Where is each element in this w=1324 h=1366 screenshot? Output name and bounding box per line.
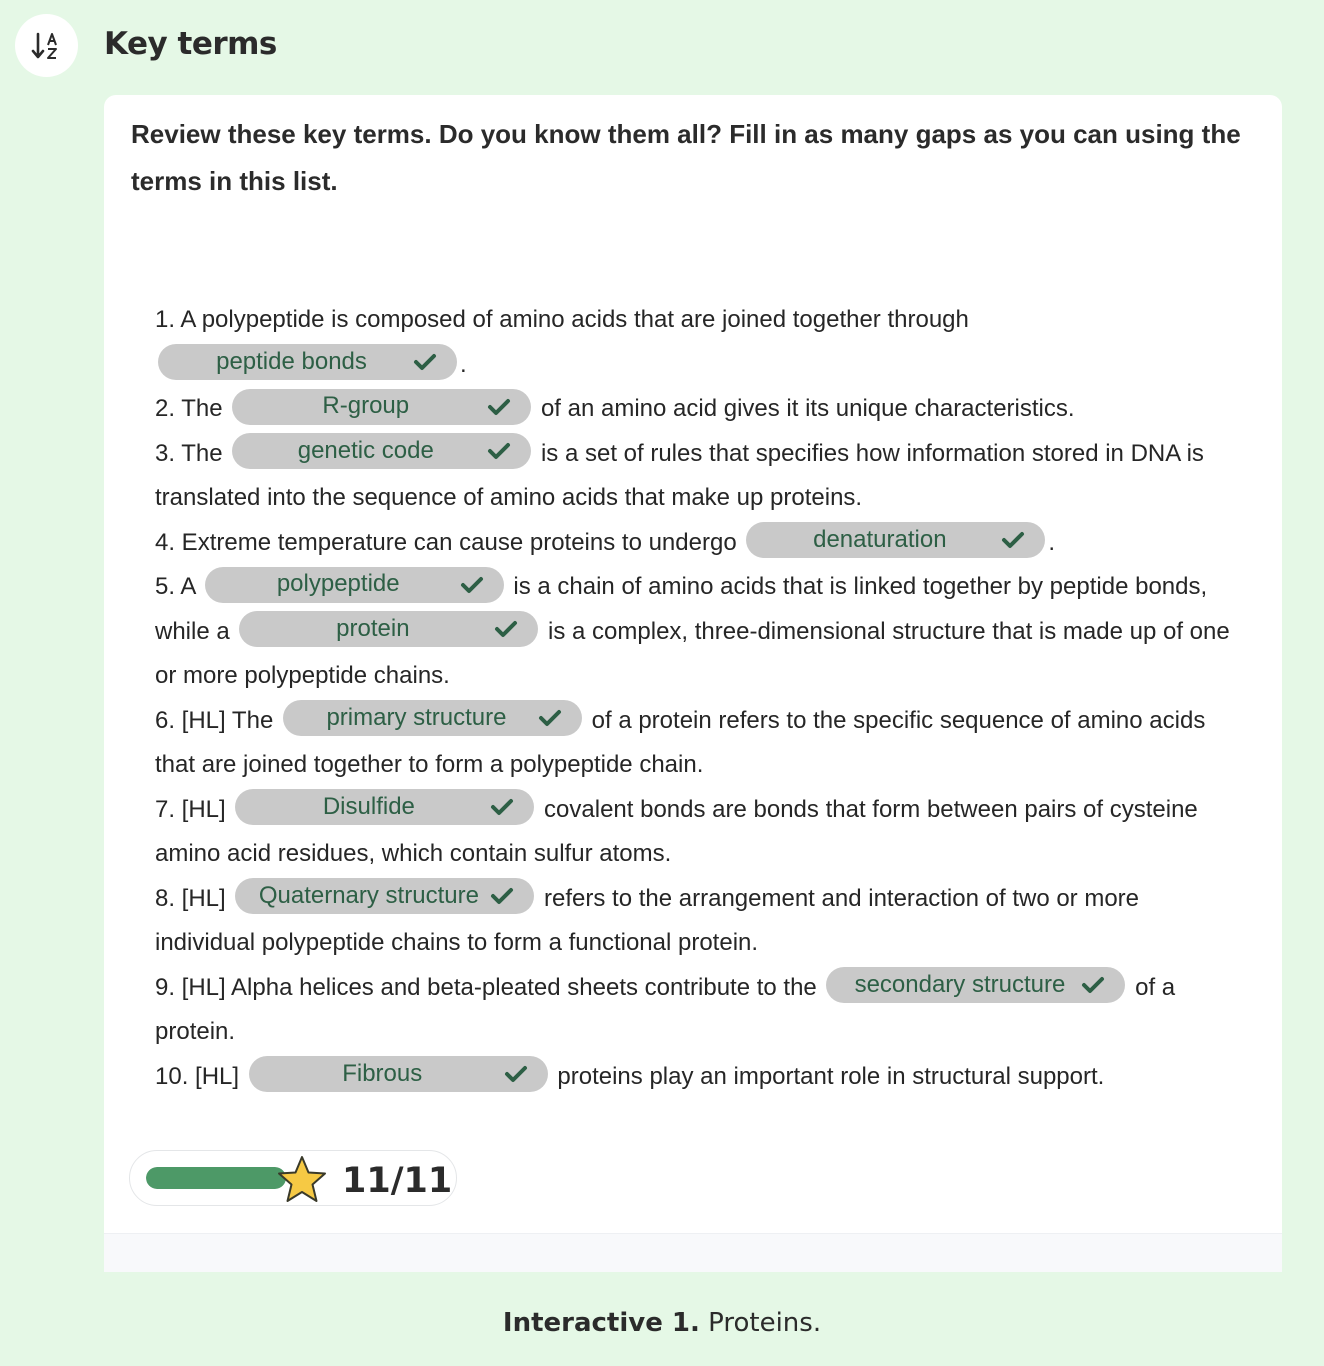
answer-slot-peptide-bonds[interactable]: peptide bonds — [158, 344, 457, 380]
gap-fill-item-9: 9. [HL] Alpha helices and beta-pleated sheets contribute to the secondary structure of a protein. — [155, 966, 1235, 1055]
check-icon — [494, 619, 518, 639]
answer-slot-disulfide[interactable]: Disulfide — [235, 789, 534, 825]
check-icon — [460, 575, 484, 595]
answer-slot-fibrous[interactable]: Fibrous — [249, 1056, 548, 1092]
card-footer — [104, 1233, 1282, 1272]
caption-text: Proteins. — [708, 1308, 822, 1338]
check-icon — [504, 1064, 528, 1084]
progress-bar — [146, 1167, 286, 1189]
answer-slot-protein[interactable]: protein — [239, 611, 538, 647]
gap-fill-item-6: 6. [HL] The primary structure of a protein refers to the specific sequence of amino acids that are joined together to form a polypeptide chain. — [155, 699, 1235, 788]
gap-fill-item-5: 5. A polypeptide is a chain of amino acids that is linked together by peptide bonds, while a protein is a complex, three-dimensional structure that is made up of one or more polypeptide chains. — [155, 565, 1235, 699]
answer-slot-secondary-structure[interactable]: secondary structure — [826, 967, 1125, 1003]
key-terms-card — [104, 95, 1282, 1272]
gap-fill-item-2: 2. The R-group of an amino acid gives it its unique characteristics. — [155, 387, 1235, 432]
caption-label: Interactive 1. — [502, 1308, 700, 1338]
check-icon — [1081, 975, 1105, 995]
instructions: Review these key terms. Do you know them all? Fill in as many gaps as you can using the terms in this list. — [131, 119, 1241, 196]
sort-az-icon — [30, 29, 64, 63]
check-icon — [487, 441, 511, 461]
gap-fill-item-4: 4. Extreme temperature can cause proteins to undergo denaturation . — [155, 521, 1235, 566]
answer-slot-polypeptide[interactable]: polypeptide — [205, 567, 504, 603]
check-icon — [490, 886, 514, 906]
progress-fill — [146, 1167, 286, 1189]
section-title: Key terms — [104, 26, 277, 62]
check-icon — [538, 708, 562, 728]
gap-fill-item-3: 3. The genetic code is a set of rules that specifies how information stored in DNA is translated into the sequence of amino acids that make up proteins. — [155, 432, 1235, 521]
answer-slot-primary-structure[interactable]: primary structure — [283, 700, 582, 736]
answer-slot-quaternary-structure[interactable]: Quaternary structure — [235, 878, 534, 914]
answer-slot-denaturation[interactable]: denaturation — [746, 522, 1045, 558]
star-icon — [276, 1155, 328, 1205]
answer-slot-r-group[interactable]: R-group — [232, 389, 531, 425]
figure-caption — [0, 1308, 1324, 1338]
gap-fill-item-8: 8. [HL] Quaternary structure refers to the arrangement and interaction of two or more individual polypeptide chains to form a functional protein. — [155, 877, 1235, 966]
gap-fill-list — [155, 298, 1235, 1099]
sort-az-badge — [15, 14, 78, 77]
score-progress — [129, 1150, 457, 1206]
score-text: 11/11 — [342, 1161, 453, 1201]
check-icon — [413, 352, 437, 372]
check-icon — [490, 797, 514, 817]
gap-fill-item-10: 10. [HL] Fibrous proteins play an important role in structural support. — [155, 1055, 1235, 1100]
check-icon — [487, 397, 511, 417]
answer-slot-genetic-code[interactable]: genetic code — [232, 433, 531, 469]
gap-fill-item-7: 7. [HL] Disulfide covalent bonds are bonds that form between pairs of cysteine amino acid residues, which contain sulfur atoms. — [155, 788, 1235, 877]
check-icon — [1001, 530, 1025, 550]
gap-fill-item-1: 1. A polypeptide is composed of amino acids that are joined together through peptide bonds . — [155, 298, 1235, 387]
